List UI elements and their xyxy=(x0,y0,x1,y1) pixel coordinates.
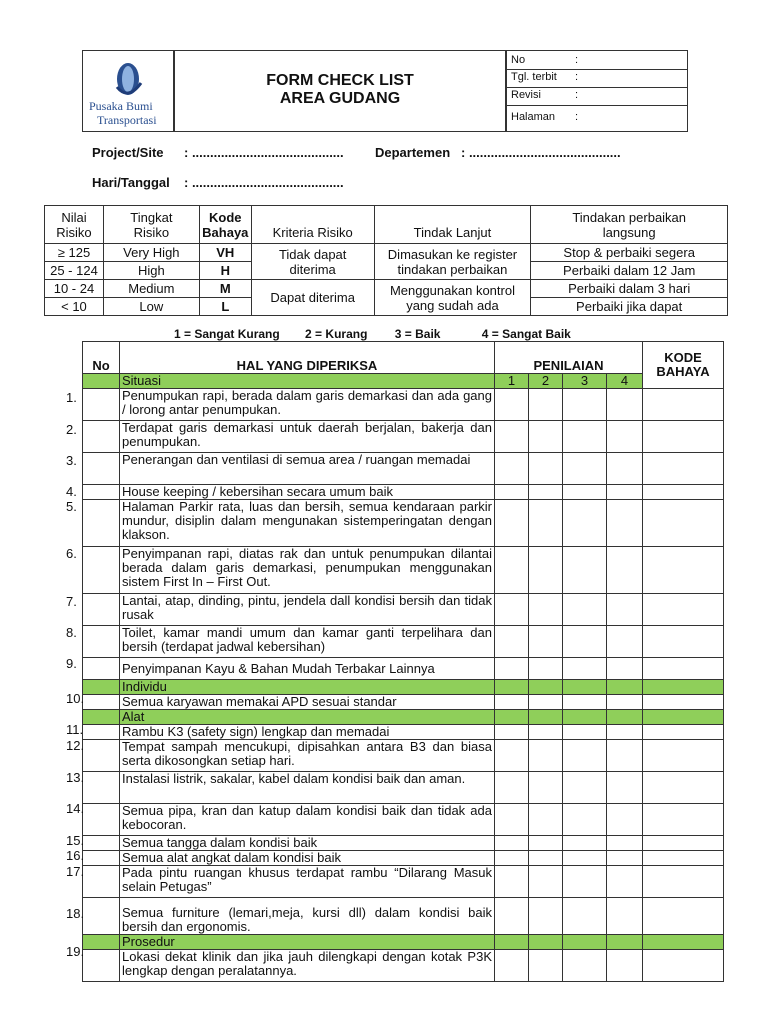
rating-cell[interactable] xyxy=(495,658,529,680)
risk-perbaikan: Stop & perbaiki segera xyxy=(531,244,728,262)
risk-kode: H xyxy=(199,262,251,280)
scale-1: 1 = Sangat Kurang xyxy=(174,327,280,341)
risk-tingkat: Medium xyxy=(103,280,199,298)
rating-cell[interactable] xyxy=(495,485,529,500)
rating-cell[interactable] xyxy=(529,725,563,740)
meta-cell xyxy=(506,50,688,132)
rating-cell[interactable] xyxy=(563,836,607,851)
rating-cell[interactable] xyxy=(607,658,643,680)
rating-cell[interactable] xyxy=(529,740,563,772)
table-row xyxy=(83,594,724,626)
meta-halaman: Halaman : xyxy=(511,111,579,123)
risk-tingkat: High xyxy=(103,262,199,280)
rating-col-4: 4 xyxy=(607,374,643,389)
item-number: 11. xyxy=(66,722,84,737)
item-number: 1. xyxy=(66,390,77,405)
rating-cell[interactable] xyxy=(607,500,643,547)
kode-cell[interactable] xyxy=(643,695,724,710)
rating-cell[interactable] xyxy=(495,866,529,898)
kode-cell[interactable] xyxy=(643,594,724,626)
item-number: 5. xyxy=(66,499,77,514)
meta-tgl-terbit: Tgl. terbit : xyxy=(507,69,687,88)
kode-cell[interactable] xyxy=(643,500,724,547)
risk-table xyxy=(44,205,728,316)
risk-header-tingkat: Tingkat Risiko xyxy=(103,206,199,244)
rating-cell[interactable] xyxy=(607,866,643,898)
risk-kriteria-tidak: Tidak dapat diterima xyxy=(251,244,374,280)
rating-cell[interactable] xyxy=(607,485,643,500)
item-number: 4. xyxy=(66,484,77,499)
risk-tindak-register: Dimasukan ke register tindakan perbaikan xyxy=(374,244,531,280)
kode-cell[interactable] xyxy=(643,851,724,866)
rating-cell[interactable] xyxy=(563,804,607,836)
risk-header-kriteria: Kriteria Risiko xyxy=(251,206,374,244)
rating-cell[interactable] xyxy=(495,421,529,453)
rating-cell[interactable] xyxy=(529,547,563,594)
item-number: 8. xyxy=(66,625,77,640)
rating-cell[interactable] xyxy=(495,389,529,421)
item-number: 9. xyxy=(66,656,77,671)
header-hal: HAL YANG DIPERIKSA xyxy=(120,342,495,374)
header-no: No xyxy=(83,342,120,374)
rating-cell[interactable] xyxy=(495,772,529,804)
item-text: Tempat sampah mencukupi, dipisahkan antara B3 dan biasa serta dikosongkan setiap hari. xyxy=(120,740,495,772)
rating-cell[interactable] xyxy=(529,772,563,804)
item-number: 16. xyxy=(66,848,85,863)
rating-col-1: 1 xyxy=(495,374,529,389)
table-row xyxy=(83,547,724,594)
rating-cell[interactable] xyxy=(607,804,643,836)
rating-cell[interactable] xyxy=(495,695,529,710)
rating-cell[interactable] xyxy=(495,836,529,851)
item-text: Pada pintu ruangan khusus terdapat rambu “Dilarang Masuk selain Petugas” xyxy=(120,866,495,898)
kode-cell[interactable] xyxy=(643,725,724,740)
rating-cell[interactable] xyxy=(529,866,563,898)
scale-4: 4 = Sangat Baik xyxy=(481,327,571,341)
table-row xyxy=(83,389,724,421)
department-label: Departemen xyxy=(375,145,451,160)
title-cell xyxy=(174,50,506,132)
rating-cell[interactable] xyxy=(607,836,643,851)
rating-cell[interactable] xyxy=(495,898,529,935)
item-text: Lantai, atap, dinding, pintu, jendela dall kondisi bersih dan tidak rusak xyxy=(120,594,495,626)
item-text: Penyimpanan Kayu & Bahan Mudah Terbakar Lainnya xyxy=(120,658,495,680)
item-text: Halaman Parkir rata, luas dan bersih, semua kendaraan parkir mundur, disiplin dalam mengunakan sistemperingatan dengan klakson. xyxy=(120,500,495,547)
rating-cell[interactable] xyxy=(563,389,607,421)
table-row xyxy=(83,500,724,547)
rating-cell[interactable] xyxy=(563,772,607,804)
table-row xyxy=(83,626,724,658)
rating-cell[interactable] xyxy=(563,851,607,866)
risk-kriteria-dapat: Dapat diterima xyxy=(251,280,374,316)
item-text: House keeping / kebersihan secara umum baik xyxy=(120,485,495,500)
rating-cell[interactable] xyxy=(563,898,607,935)
item-text: Penumpukan rapi, berada dalam garis demarkasi dan ada gang / lorong antar penumpukan. xyxy=(120,389,495,421)
section-prosedur: Prosedur xyxy=(120,935,495,950)
table-row xyxy=(83,866,724,898)
kode-cell[interactable] xyxy=(643,626,724,658)
rating-cell[interactable] xyxy=(607,772,643,804)
item-number: 13. xyxy=(66,770,85,785)
kode-cell[interactable] xyxy=(643,740,724,772)
item-text: Penerangan dan ventilasi di semua area / ruangan memadai xyxy=(120,453,495,485)
rating-cell[interactable] xyxy=(495,453,529,485)
item-number: 15. xyxy=(66,833,85,848)
rating-cell[interactable] xyxy=(563,658,607,680)
project-label: Project/Site xyxy=(92,145,164,160)
table-row xyxy=(83,950,724,982)
rating-cell[interactable] xyxy=(563,866,607,898)
item-text: Rambu K3 (safety sign) lengkap dan memadai xyxy=(120,725,495,740)
risk-tindak-kontrol: Menggunakan kontrol yang sudah ada xyxy=(374,280,531,316)
kode-cell[interactable] xyxy=(643,772,724,804)
table-row xyxy=(83,695,724,710)
risk-kode: VH xyxy=(199,244,251,262)
item-number: 12. xyxy=(66,738,85,753)
scale-2: 2 = Kurang xyxy=(305,327,368,341)
form-title: FORM CHECK LIST xyxy=(266,72,414,89)
logo-cell xyxy=(82,50,174,132)
table-row xyxy=(83,836,724,851)
rating-cell[interactable] xyxy=(495,500,529,547)
item-number: 19. xyxy=(66,944,85,959)
section-situasi: Situasi xyxy=(120,374,495,389)
rating-cell[interactable] xyxy=(529,485,563,500)
item-text: Terdapat garis demarkasi untuk daerah berjalan, bakerja dan penumpukan. xyxy=(120,421,495,453)
rating-cell[interactable] xyxy=(495,725,529,740)
risk-header-nilai: Nilai Risiko xyxy=(45,206,104,244)
kode-cell[interactable] xyxy=(643,453,724,485)
project-field[interactable]: : .......................................... xyxy=(184,145,344,160)
item-number: 7. xyxy=(66,594,77,609)
table-row xyxy=(83,804,724,836)
table-row xyxy=(83,485,724,500)
item-text: Toilet, kamar mandi umum dan kamar ganti terpelihara dan bersih (terdapat jadwal kebersihan) xyxy=(120,626,495,658)
kode-cell[interactable] xyxy=(643,898,724,935)
section-alat: Alat xyxy=(120,710,495,725)
rating-cell[interactable] xyxy=(495,804,529,836)
item-text: Instalasi listrik, sakalar, kabel dalam kondisi baik dan aman. xyxy=(120,772,495,804)
date-label: Hari/Tanggal xyxy=(92,175,170,190)
rating-cell[interactable] xyxy=(607,950,643,982)
rating-cell[interactable] xyxy=(529,626,563,658)
table-row xyxy=(83,740,724,772)
kode-cell[interactable] xyxy=(643,804,724,836)
risk-nilai: 10 - 24 xyxy=(45,280,104,298)
item-text: Semua karyawan memakai APD sesuai standar xyxy=(120,695,495,710)
logo-text-1: Pusaka Bumi xyxy=(89,99,153,113)
item-number: 3. xyxy=(66,453,77,468)
risk-kode: L xyxy=(199,298,251,316)
rating-cell[interactable] xyxy=(607,421,643,453)
rating-cell[interactable] xyxy=(529,389,563,421)
item-number: 6. xyxy=(66,546,77,561)
rating-cell[interactable] xyxy=(495,626,529,658)
item-text: Semua tangga dalam kondisi baik xyxy=(120,836,495,851)
kode-cell[interactable] xyxy=(643,547,724,594)
rating-cell[interactable] xyxy=(495,950,529,982)
item-text: Semua alat angkat dalam kondisi baik xyxy=(120,851,495,866)
risk-perbaikan: Perbaiki dalam 3 hari xyxy=(531,280,728,298)
kode-cell[interactable] xyxy=(643,421,724,453)
item-text: Semua furniture (lemari,meja, kursi dll) dalam kondisi baik bersih dan ergonomis. xyxy=(120,898,495,935)
risk-nilai: < 10 xyxy=(45,298,104,316)
rating-cell[interactable] xyxy=(607,695,643,710)
risk-tingkat: Low xyxy=(103,298,199,316)
item-number: 18. xyxy=(66,906,85,921)
company-logo-icon xyxy=(83,57,173,105)
kode-cell[interactable] xyxy=(643,485,724,500)
rating-cell[interactable] xyxy=(529,950,563,982)
rating-cell[interactable] xyxy=(529,695,563,710)
item-number: 2. xyxy=(66,422,77,437)
rating-cell[interactable] xyxy=(495,594,529,626)
item-number: 10. xyxy=(66,691,85,706)
table-row xyxy=(83,421,724,453)
rating-cell[interactable] xyxy=(563,740,607,772)
rating-cell[interactable] xyxy=(529,594,563,626)
rating-cell[interactable] xyxy=(563,453,607,485)
rating-cell[interactable] xyxy=(607,594,643,626)
rating-cell[interactable] xyxy=(563,547,607,594)
rating-cell[interactable] xyxy=(607,898,643,935)
kode-cell[interactable] xyxy=(643,866,724,898)
risk-perbaikan: Perbaiki dalam 12 Jam xyxy=(531,262,728,280)
risk-header-tindak: Tindak Lanjut xyxy=(374,206,531,244)
risk-kode: M xyxy=(199,280,251,298)
rating-cell[interactable] xyxy=(607,740,643,772)
rating-cell[interactable] xyxy=(563,950,607,982)
rating-cell[interactable] xyxy=(529,804,563,836)
item-text: Lokasi dekat klinik dan jika jauh dilengkapi dengan kotak P3K lengkap dengan peralatannya. xyxy=(120,950,495,982)
rating-cell[interactable] xyxy=(563,485,607,500)
risk-header-kode: Kode Bahaya xyxy=(199,206,251,244)
rating-cell[interactable] xyxy=(529,658,563,680)
rating-cell[interactable] xyxy=(529,898,563,935)
item-text: Penyimpanan rapi, diatas rak dan untuk penumpukan dilantai berada dalam garis demarkasi, penumpukan menggunakan sistem First In – First Out. xyxy=(120,547,495,594)
item-number: 17. xyxy=(66,864,85,879)
department-field[interactable]: : .......................................... xyxy=(461,145,621,160)
risk-header-perbaikan: Tindakan perbaikan langsung xyxy=(531,206,728,244)
rating-col-3: 3 xyxy=(563,374,607,389)
risk-tingkat: Very High xyxy=(103,244,199,262)
risk-perbaikan: Perbaiki jika dapat xyxy=(531,298,728,316)
rating-cell[interactable] xyxy=(529,500,563,547)
table-row xyxy=(83,851,724,866)
rating-scale xyxy=(174,327,571,341)
scale-3: 3 = Baik xyxy=(394,327,441,341)
rating-cell[interactable] xyxy=(495,547,529,594)
section-individu: Individu xyxy=(120,680,495,695)
logo-text-2: Transportasi xyxy=(97,113,157,127)
rating-cell[interactable] xyxy=(529,421,563,453)
meta-revisi: Revisi : xyxy=(507,87,687,106)
rating-cell[interactable] xyxy=(563,695,607,710)
header-kode-bahaya: KODE BAHAYA xyxy=(643,342,724,389)
rating-cell[interactable] xyxy=(607,725,643,740)
kode-cell[interactable] xyxy=(643,950,724,982)
rating-cell[interactable] xyxy=(563,500,607,547)
rating-cell[interactable] xyxy=(529,851,563,866)
table-row xyxy=(83,725,724,740)
rating-cell[interactable] xyxy=(563,594,607,626)
item-text: Semua pipa, kran dan katup dalam kondisi baik dan tidak ada kebocoran. xyxy=(120,804,495,836)
form-subtitle: AREA GUDANG xyxy=(279,90,401,107)
risk-nilai: 25 - 124 xyxy=(45,262,104,280)
rating-cell[interactable] xyxy=(563,421,607,453)
meta-no: No : xyxy=(507,51,687,70)
rating-cell[interactable] xyxy=(607,453,643,485)
rating-cell[interactable] xyxy=(607,547,643,594)
table-row xyxy=(83,658,724,680)
rating-cell[interactable] xyxy=(529,453,563,485)
rating-cell[interactable] xyxy=(607,626,643,658)
risk-nilai: ≥ 125 xyxy=(45,244,104,262)
kode-cell[interactable] xyxy=(643,389,724,421)
table-row xyxy=(83,453,724,485)
table-row xyxy=(83,772,724,804)
rating-cell[interactable] xyxy=(529,836,563,851)
checklist-table xyxy=(82,341,724,982)
rating-cell[interactable] xyxy=(563,725,607,740)
rating-col-2: 2 xyxy=(529,374,563,389)
rating-cell[interactable] xyxy=(495,740,529,772)
rating-cell[interactable] xyxy=(607,851,643,866)
rating-cell[interactable] xyxy=(495,851,529,866)
date-field[interactable]: : .......................................... xyxy=(184,175,344,190)
rating-cell[interactable] xyxy=(607,389,643,421)
header-penilaian: PENILAIAN xyxy=(495,342,643,374)
kode-cell[interactable] xyxy=(643,836,724,851)
item-number: 14. xyxy=(66,801,85,816)
rating-cell[interactable] xyxy=(563,626,607,658)
kode-cell[interactable] xyxy=(643,658,724,680)
table-row xyxy=(83,898,724,935)
